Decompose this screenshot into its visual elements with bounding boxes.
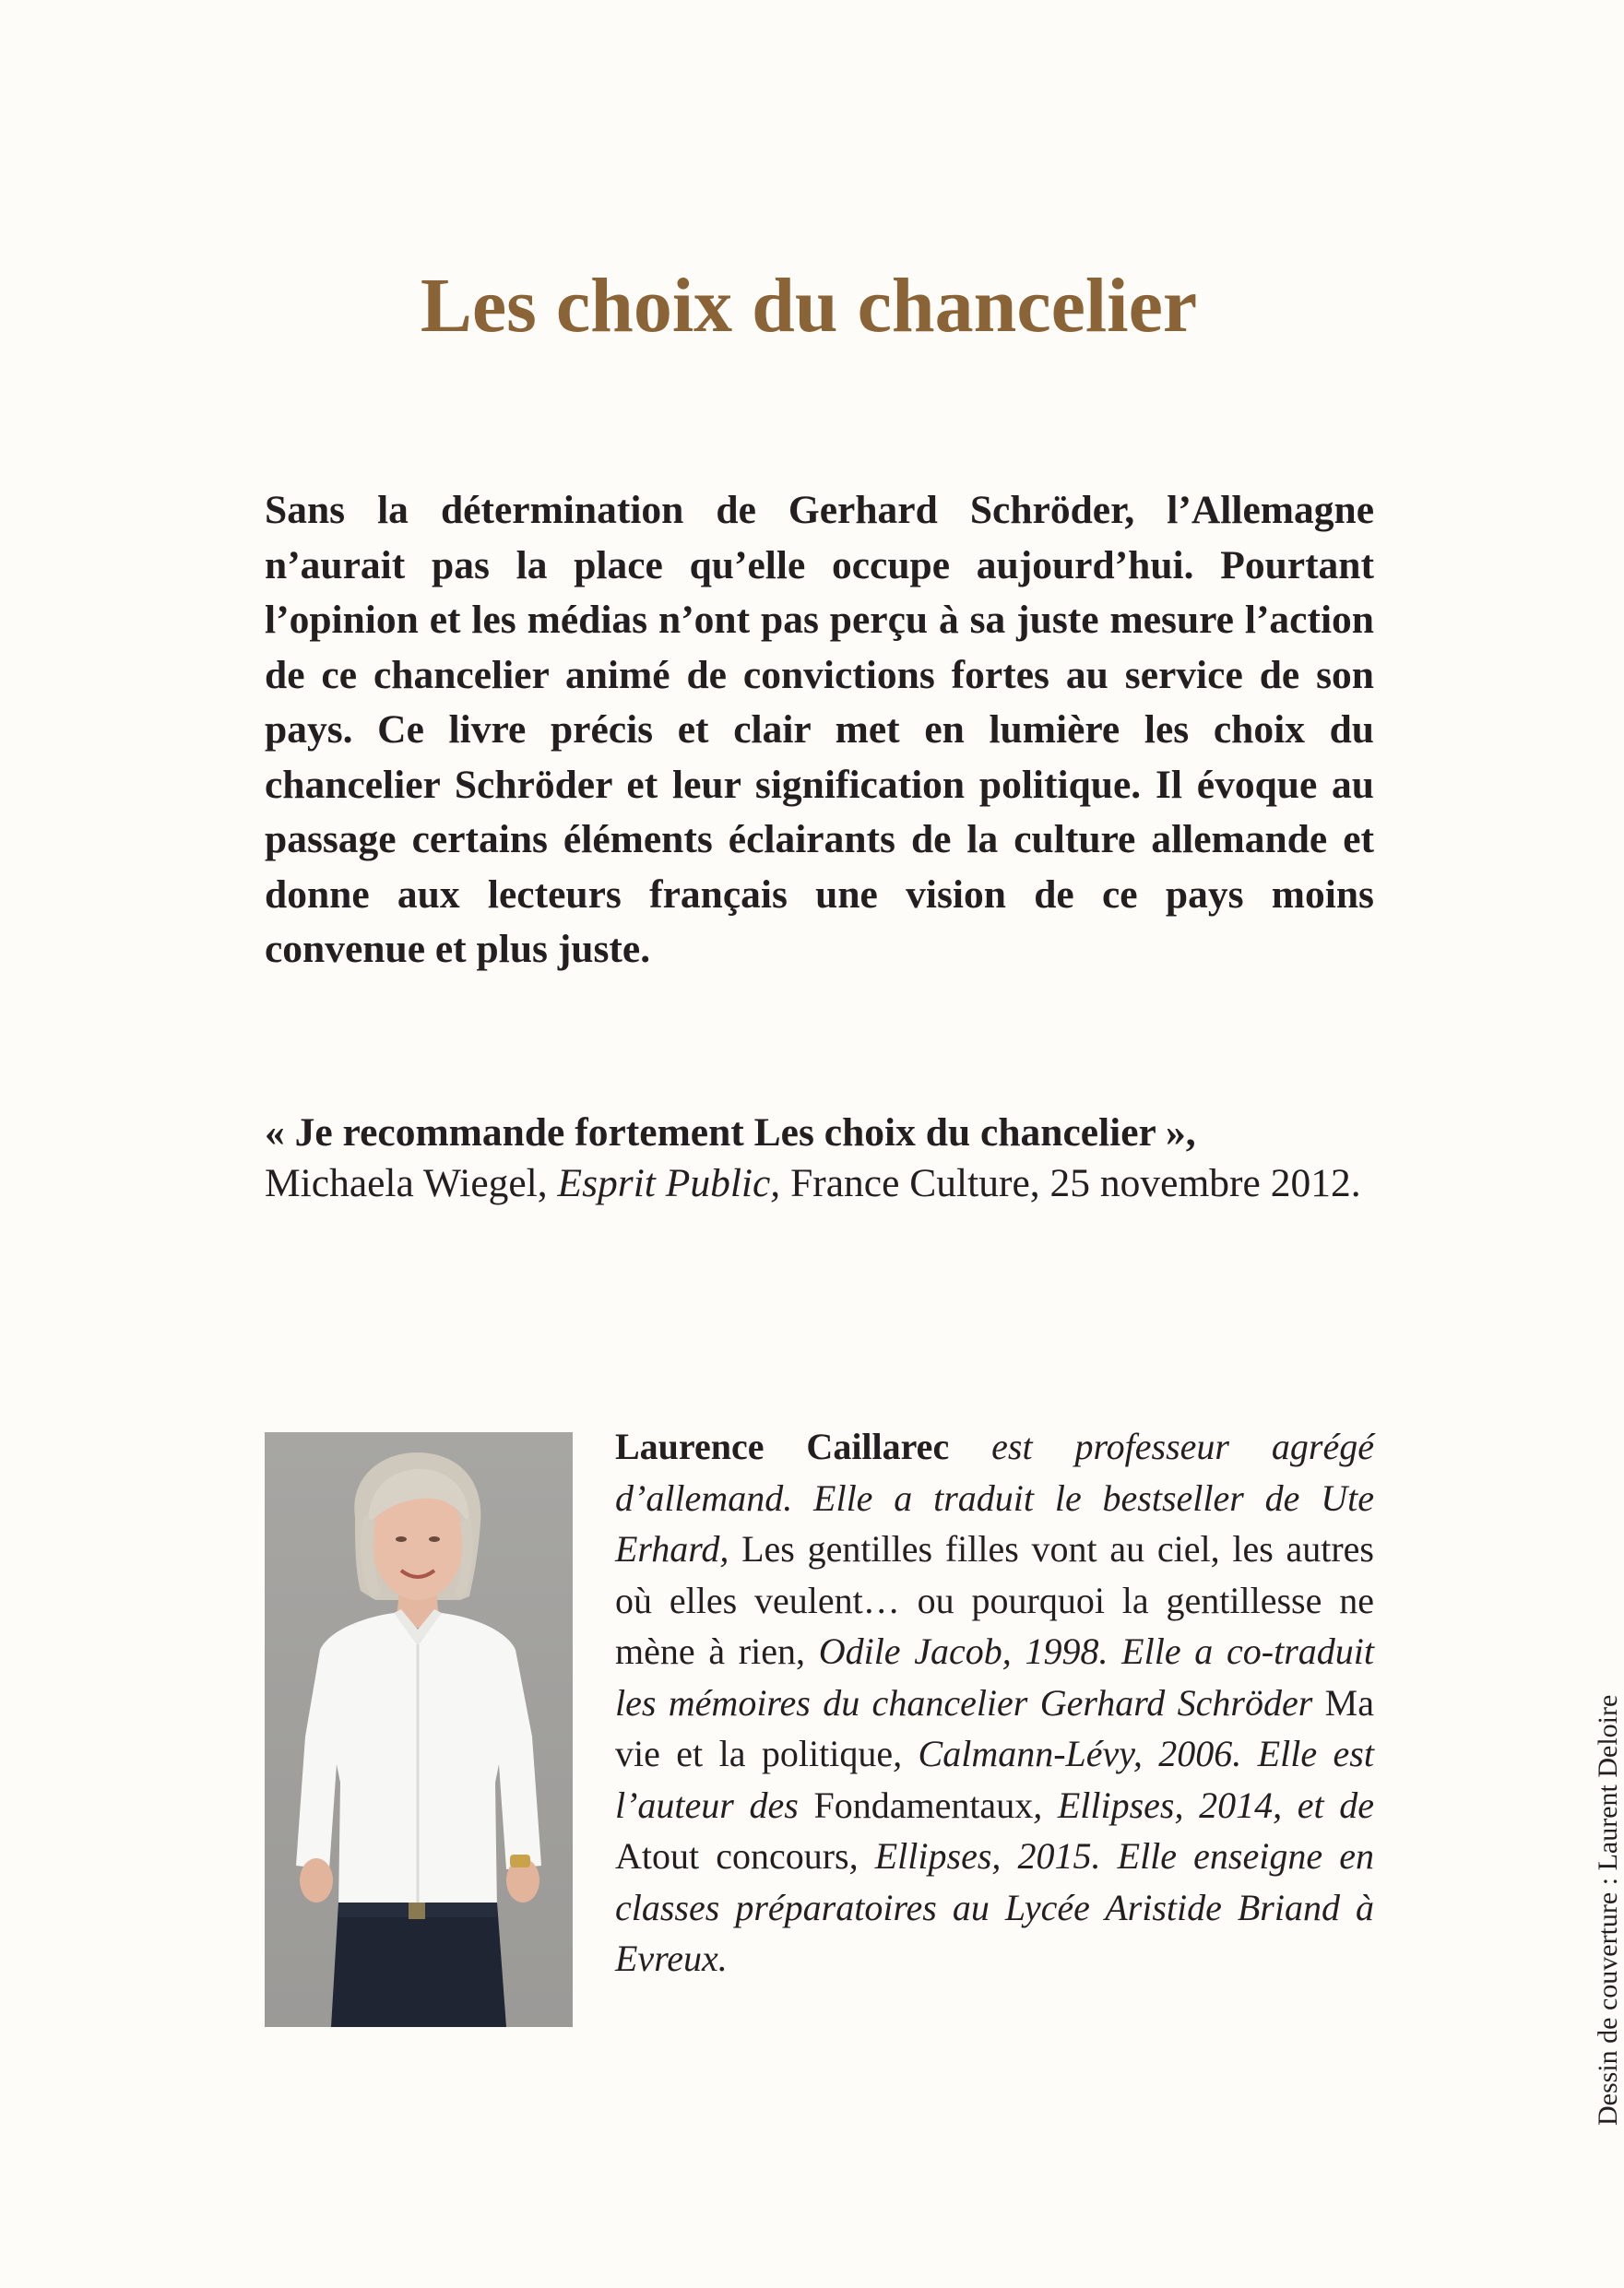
bio-book-title-2: Ma vie et la politique (615, 1681, 1374, 1774)
bio-text-3: , Calmann-Lévy, 2006. Elle est l’auteur des (615, 1733, 1374, 1826)
bio-text-1: est professeur agrégé d’allemand. Elle a traduit le bestseller de Ute Erhard, (615, 1426, 1374, 1570)
bio-text-4: , Ellipses, 2014, et de (1033, 1784, 1374, 1826)
book-title: Les choix du chancelier (420, 263, 1198, 349)
press-quote (265, 1108, 1374, 1209)
bio-book-title-4: Atout concours (615, 1835, 849, 1877)
quote-text: « Je recommande fortement Les choix du chancelier », (265, 1110, 1196, 1155)
quote-program: Esprit Public, (557, 1161, 781, 1205)
bio-text-2: Odile Jacob, 1998. Elle a co-traduit les mémoires du chancelier Gerhard Schröder (615, 1630, 1374, 1724)
back-cover-blurb: Sans la détermination de Gerhard Schröder, l’Allemagne n’aurait pas la place qu’elle occupe aujourd’hui. Pourtant l’opinion et les médias n’ont pas perçu à sa juste mesure l’action de ce chancelier animé de convictions fortes au service de son pays. Ce livre précis et clair met en lumière les choix du chancelier Schröder et leur signification politique. Il évoque au passage certains éléments éclairants de la culture allemande et donne aux lecteurs français une vision de ce pays moins convenue et plus juste. (265, 488, 1374, 971)
bio-book-title-3: Fondamentaux (813, 1784, 1034, 1826)
bio-book-title-1: Les gentilles filles vont au ciel, les autres où elles veulent… ou pourquoi la gentillesse ne mène à rien, (615, 1528, 1374, 1672)
quote-source: France Culture, 25 novembre 2012. (790, 1161, 1361, 1205)
author-name: Laurence Caillarec (615, 1426, 950, 1467)
author-biography (615, 1421, 1374, 1985)
author-photo (265, 1432, 573, 2027)
quote-author: Michaela Wiegel, (265, 1161, 548, 1205)
bio-text-5: , Ellipses, 2015. Elle enseigne en classes préparatoires au Lycée Aristide Briand à Evreux. (615, 1835, 1374, 1979)
cover-credit: Dessin de couverture : Laurent Deloire (1593, 1694, 1623, 2126)
